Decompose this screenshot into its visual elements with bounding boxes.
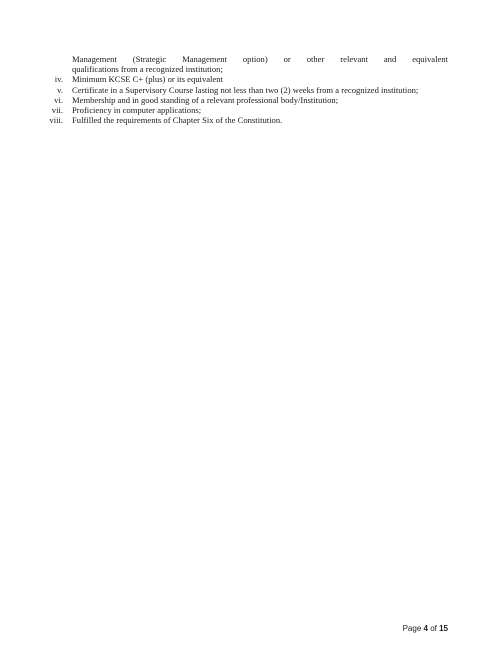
total-page-count: 15 (439, 624, 448, 633)
list-text: Proficiency in computer applications; (72, 105, 202, 116)
continuation-line-2: qualifications from a recognized institution; (72, 64, 223, 75)
list-item-viii (30, 115, 448, 125)
list-item-vi (30, 95, 448, 105)
list-item-vii (30, 105, 448, 115)
continuation-paragraph (72, 54, 448, 74)
list-number: vii. (51, 105, 63, 116)
continuation-line-1: Management (Strategic Management option) or other relevant and equivalent (72, 54, 448, 64)
list-item-v (30, 85, 448, 95)
list-text: Certificate in a Supervisory Course lasting not less than two (2) weeks from a recognized institution; (72, 84, 419, 95)
of-word: of (430, 624, 437, 633)
document-body (30, 54, 448, 125)
list-text: Membership and in good standing of a relevant professional body/Institution; (72, 94, 339, 105)
page-footer (403, 624, 448, 633)
list-number: viii. (49, 115, 63, 126)
list-item-iv (30, 74, 448, 84)
list-number: vi. (54, 94, 63, 105)
list-text: Minimum KCSE C+ (plus) or its equivalent (72, 74, 223, 85)
current-page-number: 4 (423, 624, 428, 633)
page-word: Page (402, 624, 422, 633)
list-number: iv. (54, 74, 63, 85)
list-number: v. (57, 84, 63, 95)
list-text: Fulfilled the requirements of Chapter Six of the Constitution. (72, 115, 283, 126)
